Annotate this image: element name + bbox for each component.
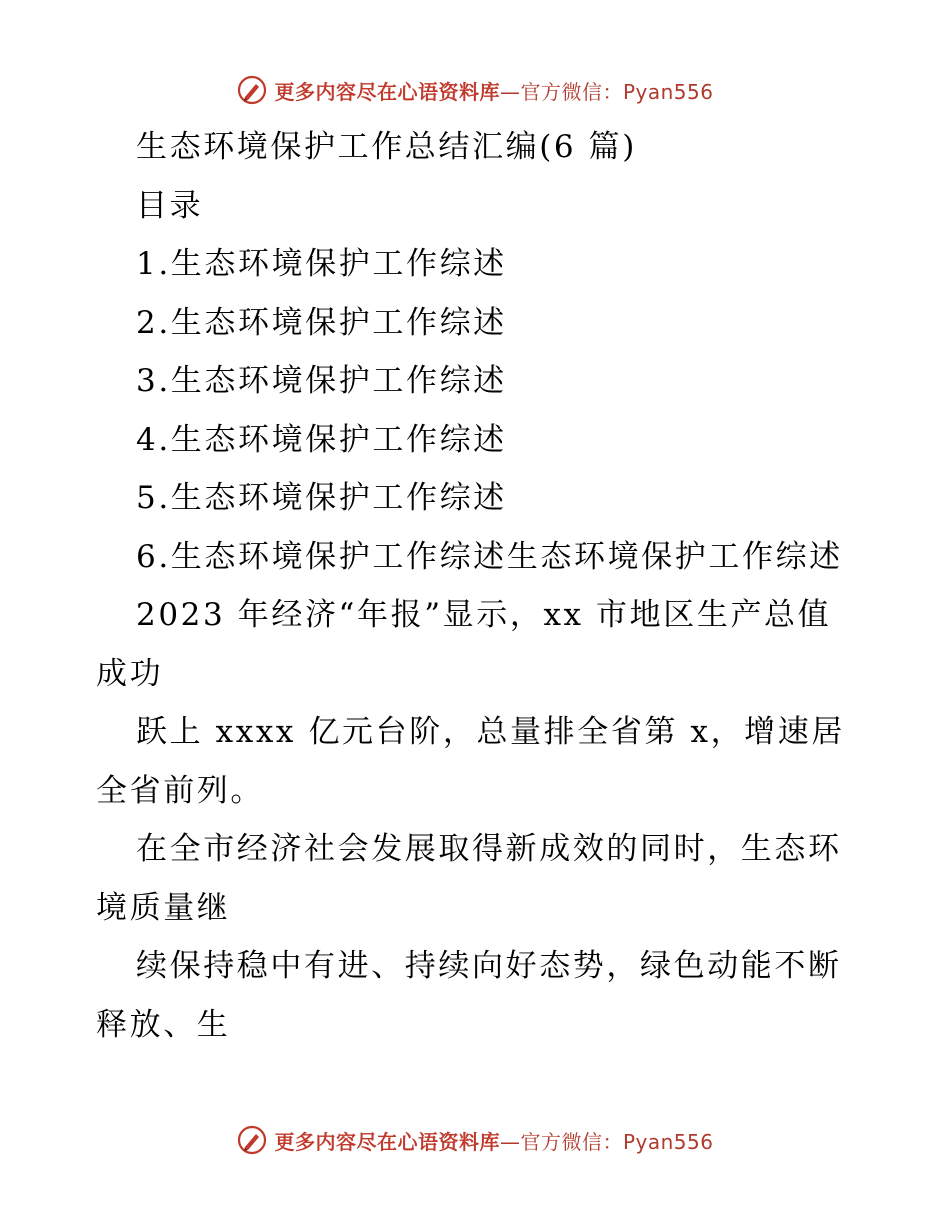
toc-heading: 目录 <box>136 187 204 224</box>
watermark-wechat: 官方微信：Pyan556 <box>520 1129 714 1154</box>
toc-item: 1.生态环境保护工作综述 <box>136 246 507 282</box>
document-page <box>96 118 854 1054</box>
toc-item: 4.生态环境保护工作综述 <box>136 421 507 458</box>
body-line: 全省前列。 <box>96 772 264 809</box>
toc-item: 6.生态环境保护工作综述生态环境保护工作综述 <box>136 538 843 575</box>
document-title: 生态环境保护工作总结汇编(6 篇) <box>136 129 637 165</box>
body-line: 释放、生 <box>96 1006 231 1043</box>
toc-item: 2.生态环境保护工作综述 <box>136 304 507 341</box>
body-line: 在全市经济社会发展取得新成效的同时，生态环 <box>136 831 842 867</box>
body-line: 跃上 xxxx 亿元台阶，总量排全省第 x，增速居 <box>136 714 845 750</box>
watermark-header <box>0 70 950 110</box>
watermark-footer <box>0 1120 950 1160</box>
watermark-text <box>274 76 713 105</box>
toc-list <box>96 235 854 586</box>
toc-item: 5.生态环境保护工作综述 <box>136 480 507 516</box>
body-line: 境质量继 <box>96 889 231 926</box>
watermark-separator: — <box>499 79 521 104</box>
body-line: 续保持稳中有进、持续向好态势，绿色动能不断 <box>136 948 842 984</box>
watermark-brand: 更多内容尽在心语资料库 <box>274 79 500 104</box>
watermark-brand: 更多内容尽在心语资料库 <box>274 1129 500 1154</box>
watermark-text <box>274 1126 713 1155</box>
watermark-separator: — <box>499 1129 521 1154</box>
body-text <box>96 586 854 1054</box>
body-line: 成功 <box>96 655 164 692</box>
pen-logo-icon <box>236 1124 268 1156</box>
pen-logo-icon <box>236 74 268 106</box>
body-line: 2023 年经济“年报”显示，xx 市地区生产总值 <box>136 597 832 633</box>
toc-item: 3.生态环境保护工作综述 <box>136 363 507 399</box>
watermark-wechat: 官方微信：Pyan556 <box>520 79 714 104</box>
